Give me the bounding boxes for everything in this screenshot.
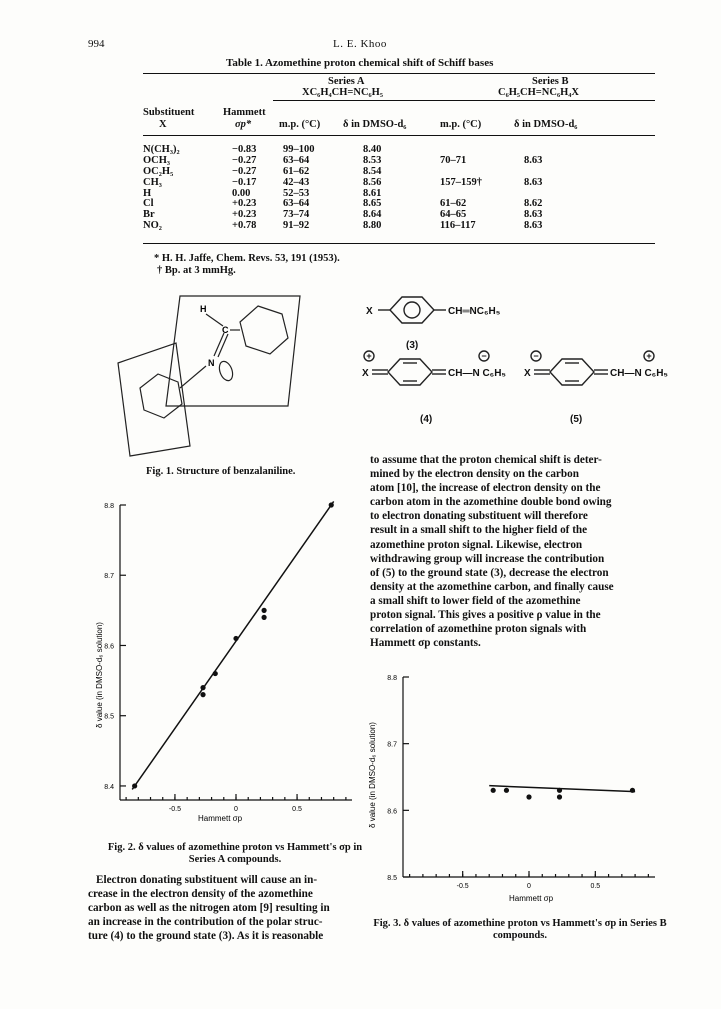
- footnote-1: * H. H. Jaffe, Chem. Revs. 53, 191 (1953).: [154, 253, 340, 264]
- series-b-formula: C₆H₅CH=NC₆H₄X: [498, 87, 579, 98]
- y-tick-label: 8.7: [104, 573, 114, 581]
- table-cell: 63–64: [283, 198, 310, 210]
- series-a-formula: XC₆H₄CH=NC₆H₅: [302, 87, 383, 98]
- data-point: [491, 788, 496, 793]
- ring-3: [390, 297, 434, 323]
- y-tick-label: 8.8: [104, 503, 114, 510]
- text-line: Hammett σp constants.: [370, 637, 481, 650]
- table-cell: 61–62: [440, 198, 467, 210]
- left-column-text: [88, 873, 366, 943]
- x-tick-label: -0.5: [456, 883, 469, 890]
- benzalaniline-structure: [108, 288, 328, 458]
- col-shift-b: δ in DMSO-d₆: [514, 119, 578, 130]
- table-cell: 73–74: [283, 209, 310, 221]
- table-cell: 8.40: [363, 144, 382, 155]
- y-axis-label: δ value (in DMSO-d₆ solution): [368, 722, 377, 828]
- table-cell: 99–100: [283, 144, 315, 155]
- figure3-caption: Fig. 3. δ values of azomethine proton vs Hammett's σp in Series B compounds.: [373, 918, 667, 941]
- s4-substituent: CH—N C₆H₅: [448, 368, 507, 379]
- table-cell: 8.80: [363, 220, 382, 232]
- upper-phenyl-ring: [240, 306, 288, 354]
- data-point: [504, 788, 509, 793]
- plus-sign: +: [646, 351, 652, 361]
- table-cell: −0.27: [232, 154, 257, 166]
- table-cell: 116–117: [440, 220, 476, 232]
- text-line: result in a small shift to the higher field of the: [370, 524, 588, 537]
- table-cell: 8.63: [524, 154, 543, 166]
- table-cell: 8.56: [363, 176, 382, 188]
- text-line: to electron donating substituent will therefore: [370, 510, 588, 523]
- data-point: [329, 502, 334, 507]
- plus-sign: +: [366, 351, 372, 361]
- data-point: [557, 788, 562, 793]
- data-point: [200, 692, 205, 697]
- col-mp-b: m.p. (°C): [440, 119, 482, 130]
- table-cell: 0.00: [232, 187, 251, 199]
- series-b-title: Series B: [532, 76, 569, 87]
- y-tick-label: 8.5: [387, 875, 397, 882]
- col-substituent: Substituent: [143, 107, 195, 118]
- table-caption: Table 1. Azomethine proton chemical shift of Schiff bases: [226, 57, 494, 69]
- table-cell: 8.54: [363, 165, 382, 177]
- col-hammett: Hammett: [223, 107, 266, 118]
- col-shift-b-values: [524, 145, 542, 232]
- table-cell: 52–53: [283, 187, 310, 199]
- s5-substituent: CH—N C₆H₅: [610, 368, 669, 379]
- text-line: density at the azomethine carbon, and finally cause: [370, 580, 614, 593]
- minus-sign: −: [533, 351, 539, 361]
- table-cell: 61–62: [283, 165, 310, 177]
- table-cell: N(CH₃)₂: [143, 144, 180, 155]
- table-cell: 8.63: [524, 176, 543, 188]
- table-cell: 63–64: [283, 154, 310, 166]
- text-line: of (5) to the ground state (3), decrease the electron: [370, 566, 609, 579]
- table-cell: 8.63: [524, 209, 543, 221]
- text-line: ture (4) to the ground state (3). As it is reasonable: [88, 930, 324, 943]
- s3-number: (3): [406, 340, 419, 351]
- upper-plane: [166, 296, 300, 406]
- atom-h-label: H: [200, 304, 207, 314]
- s4-x-label: X: [362, 368, 369, 379]
- atom-n-label: N: [208, 358, 215, 368]
- col-hammett-symbol: σp*: [235, 119, 252, 130]
- col-mp-a-values: [283, 145, 315, 232]
- atom-c-label: C: [222, 325, 229, 335]
- y-tick-label: 8.4: [104, 783, 114, 791]
- table-cell: −0.27: [232, 165, 257, 177]
- table-cell: 64–65: [440, 209, 467, 221]
- figure2-chart: [88, 495, 378, 835]
- x-tick-label: 0: [234, 806, 238, 813]
- figure2-caption: Fig. 2. δ values of azomethine proton vs Hammett's σp in Series A compounds.: [107, 842, 363, 865]
- figure3-chart: [363, 665, 663, 915]
- table-cell: NO₂: [143, 220, 162, 232]
- col-shift-a-values: [363, 145, 381, 232]
- table-cell: 157–159†: [440, 176, 482, 188]
- table-cell: OCH₃: [143, 154, 171, 166]
- table-cell: H: [143, 187, 152, 199]
- table-cell: +0.23: [232, 198, 257, 210]
- text-line: crease in the electron density of the azomethine: [88, 888, 313, 901]
- table-bottom-rule: [143, 243, 655, 244]
- table-cell: OC₂H₅: [143, 165, 174, 177]
- fit-line: [132, 501, 333, 789]
- data-point: [132, 783, 137, 788]
- data-point: [526, 794, 531, 799]
- text-line: an increase in the contribution of the polar struc-: [88, 916, 323, 929]
- table-cell: 8.63: [524, 220, 543, 232]
- text-line: correlation of azomethine proton signals with: [370, 623, 587, 636]
- table-top-rule: [143, 73, 655, 74]
- text-line: carbon atom in the azomethine double bond owing: [370, 496, 612, 509]
- table-cell: 8.65: [363, 198, 382, 210]
- fit-line: [489, 786, 635, 792]
- y-tick-label: 8.6: [387, 808, 397, 816]
- col-shift-a: δ in DMSO-d₆: [343, 119, 407, 130]
- table-cell: −0.17: [232, 176, 257, 188]
- x-tick-label: -0.5: [168, 806, 181, 813]
- y-tick-label: 8.8: [387, 675, 397, 682]
- header-rule: [143, 135, 655, 136]
- data-point: [261, 615, 266, 620]
- text-line: Electron donating substituent will cause an in-: [96, 874, 318, 886]
- s5-x-label: X: [524, 368, 531, 379]
- data-point: [233, 636, 238, 641]
- y-tick-label: 8.5: [104, 713, 114, 721]
- col-x-values: [143, 145, 180, 232]
- col-substituent-symbol: X: [159, 119, 167, 130]
- text-line: atom [10], the increase of electron density on the: [370, 482, 601, 495]
- data-point: [200, 685, 205, 690]
- text-line: azomethine proton signal. Likewise, electron: [370, 538, 583, 551]
- x-tick-label: 0.5: [292, 806, 302, 813]
- text-line: withdrawing group will increase the contribution: [370, 552, 605, 565]
- s3-substituent: CH═NC₆H₅: [448, 306, 501, 317]
- table-cell: 8.62: [524, 198, 543, 210]
- text-line: mined by the electron density on the carbon: [370, 468, 579, 481]
- table-cell: 91–92: [283, 220, 310, 232]
- col-mp-b-values: [440, 145, 482, 232]
- x-axis-label: Hammett σp: [197, 814, 243, 823]
- col-sigma-values: [232, 145, 256, 232]
- s3-x-label: X: [366, 306, 373, 317]
- table-cell: Cl: [143, 198, 154, 210]
- footnote-2: † Bp. at 3 mmHg.: [157, 265, 236, 276]
- figure1-caption: Fig. 1. Structure of benzalaniline.: [146, 466, 296, 477]
- y-axis-label: δ value (in DMSO-d₆ solution): [95, 622, 104, 728]
- table-cell: +0.23: [232, 209, 257, 221]
- data-point: [630, 788, 635, 793]
- data-point: [213, 671, 218, 676]
- lone-pair-orbital: [217, 360, 235, 383]
- text-line: carbon as well as the nitrogen atom [9] resulting in: [88, 902, 330, 915]
- col-mp-a: m.p. (°C): [279, 119, 321, 130]
- table-cell: +0.78: [232, 220, 257, 232]
- series-a-title: Series A: [328, 76, 365, 87]
- y-tick-label: 8.7: [387, 741, 397, 749]
- series-rule: [273, 100, 655, 101]
- minus-sign: −: [481, 351, 487, 361]
- table-cell: 8.61: [363, 187, 382, 199]
- text-line: a small shift to lower field of the azomethine: [370, 594, 581, 607]
- data-point: [261, 608, 266, 613]
- running-title: L. E. Khoo: [333, 38, 387, 50]
- right-column-text: [370, 453, 660, 650]
- table-cell: CH₃: [143, 176, 162, 188]
- text-line: to assume that the proton chemical shift is deter-: [370, 454, 602, 466]
- table-cell: −0.83: [232, 144, 257, 155]
- table-cell: 70–71: [440, 154, 467, 166]
- table-cell: Br: [143, 209, 155, 221]
- text-line: proton signal. This gives a positive ρ value in the: [370, 609, 601, 622]
- table-cell: 42–43: [283, 176, 310, 188]
- table-cell: 8.53: [363, 154, 382, 166]
- lower-plane: [118, 343, 190, 456]
- data-point: [557, 794, 562, 799]
- s5-number: (5): [570, 414, 583, 425]
- lower-phenyl-ring: [140, 374, 182, 418]
- x-tick-label: 0: [527, 883, 531, 890]
- table-cell: 8.64: [363, 209, 382, 221]
- x-tick-label: 0.5: [590, 883, 601, 890]
- page-number: 994: [88, 38, 105, 50]
- x-axis-label: Hammett σp: [508, 894, 554, 903]
- resonance-structures: [360, 290, 670, 440]
- s4-number: (4): [420, 414, 433, 425]
- y-tick-label: 8.6: [104, 643, 114, 651]
